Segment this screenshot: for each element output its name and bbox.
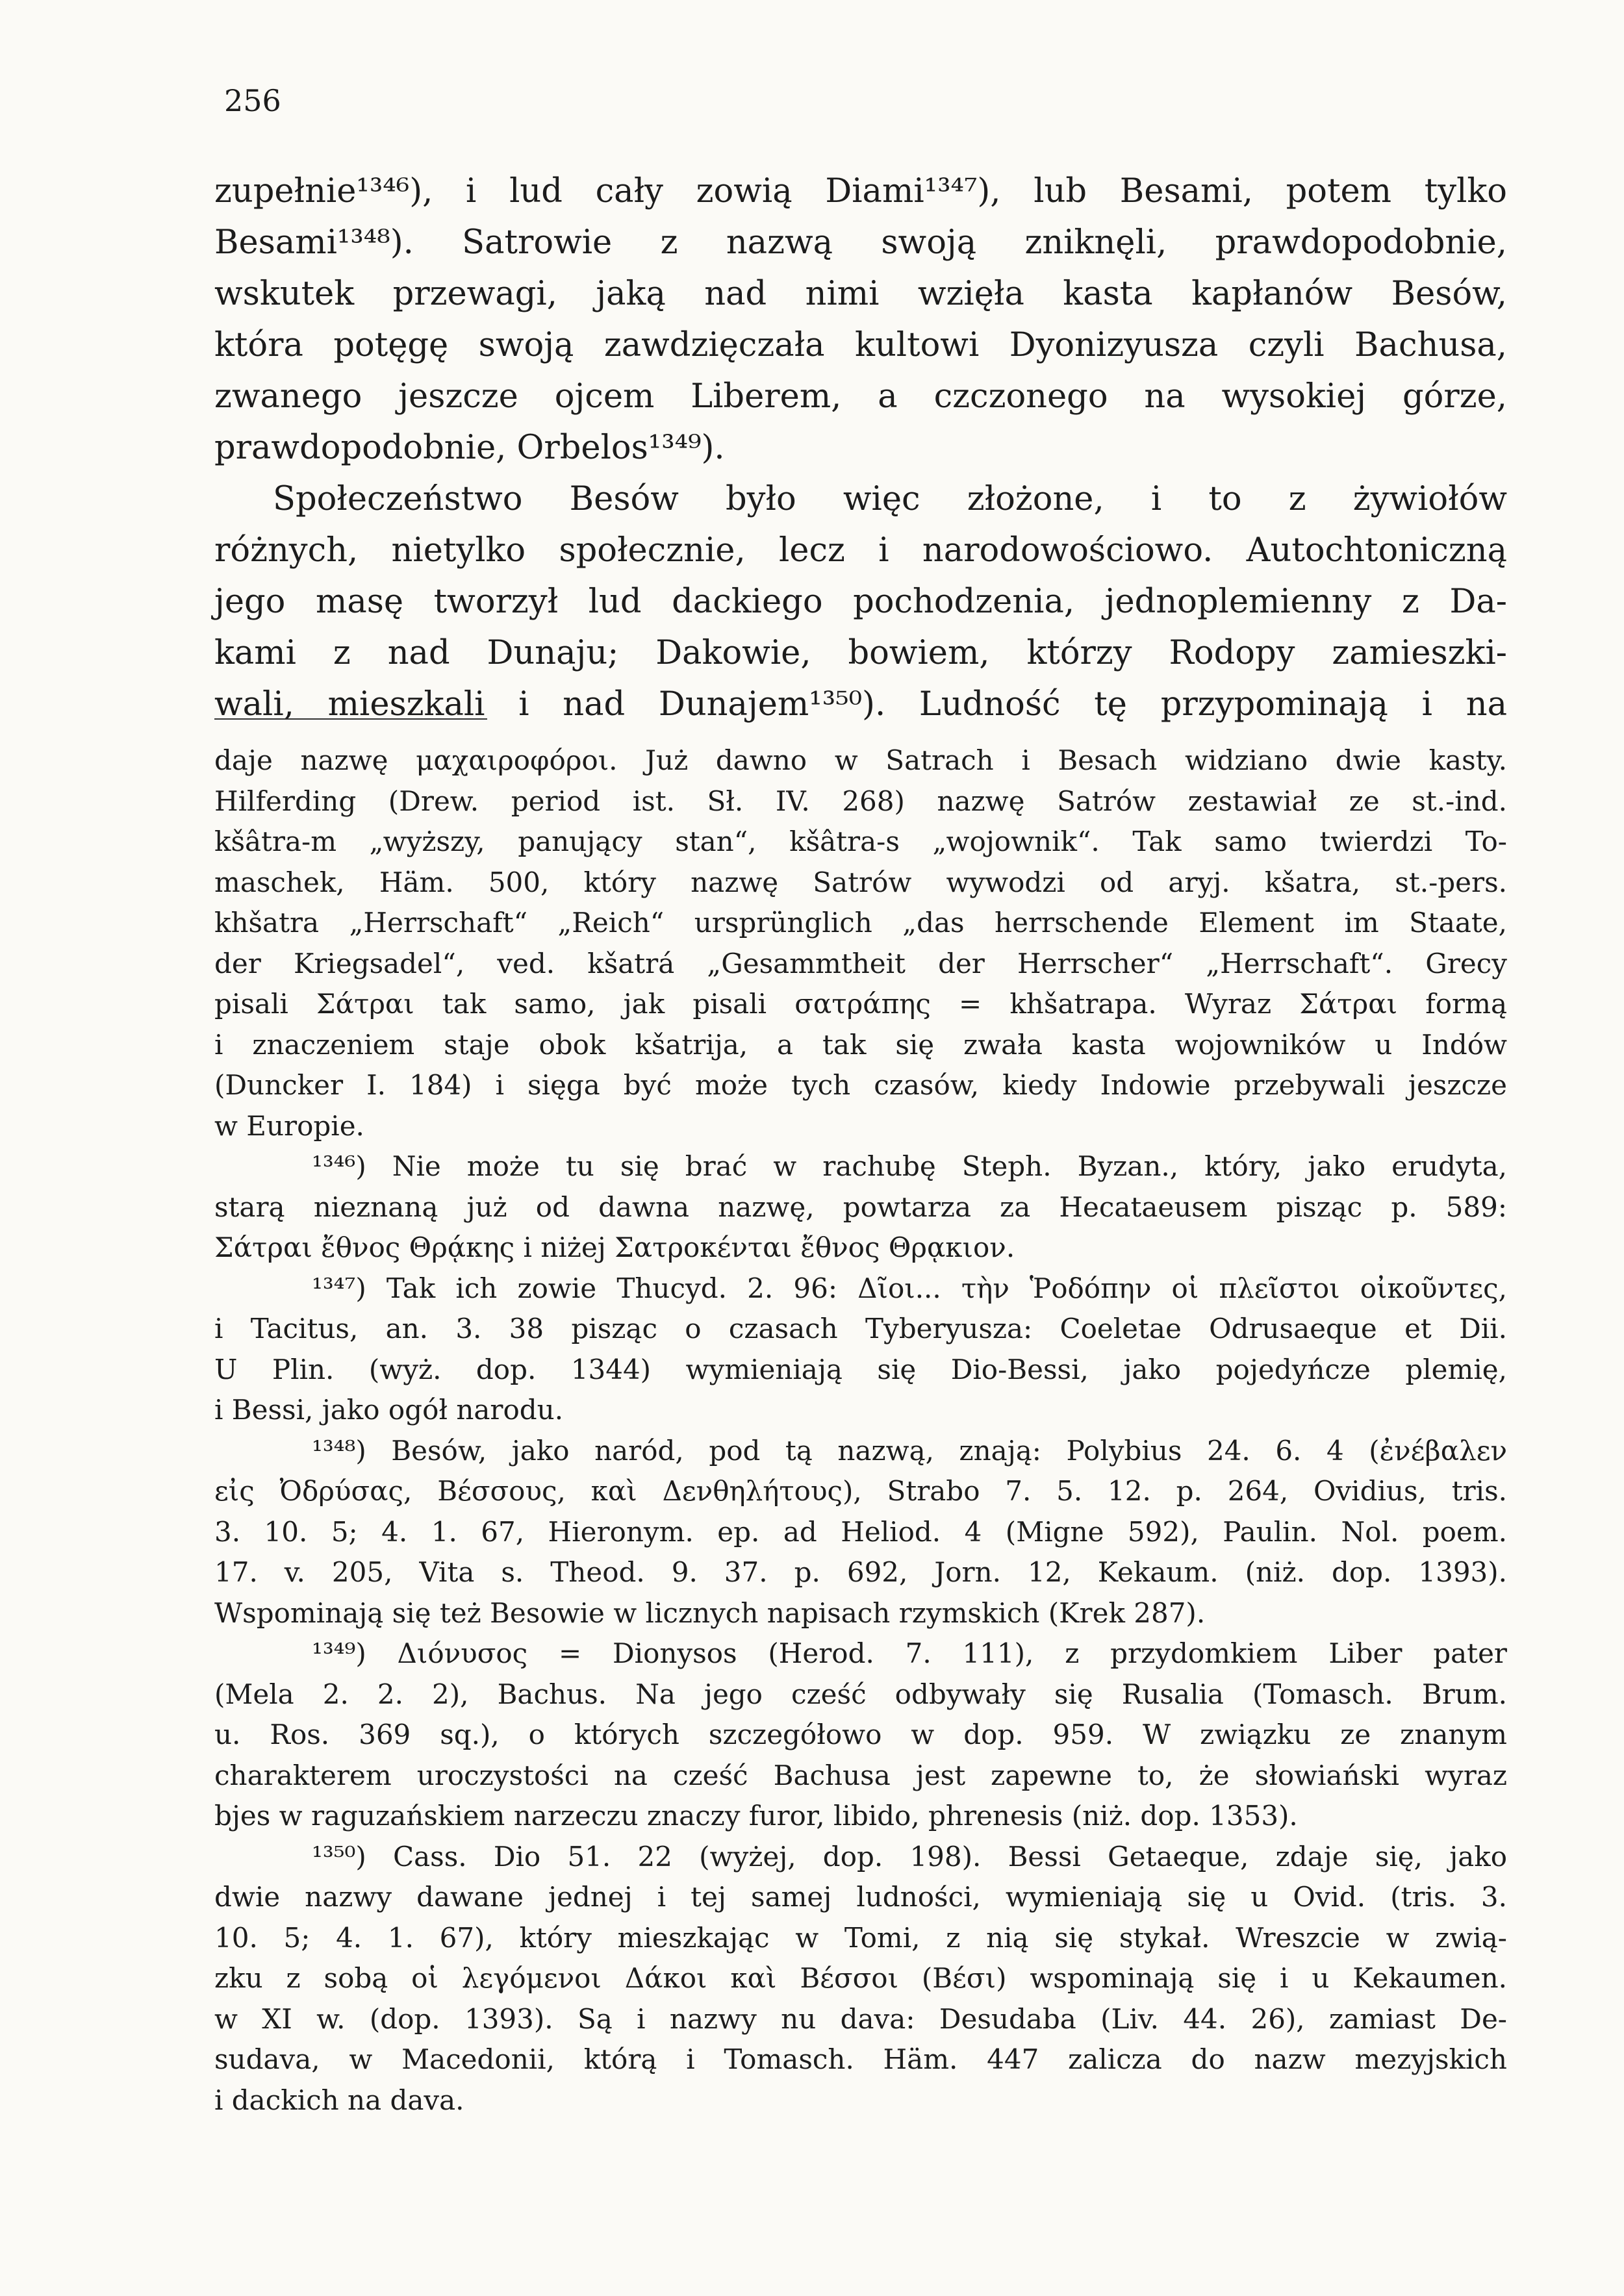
footnote-line: ¹³⁵⁰) Cass. Dio 51. 22 (wyżej, dop. 198). Bessi Getaeque, zdaje się, jako (312, 1840, 1507, 1873)
footnote-line: 10. 5; 4. 1. 67), który mieszkając w Tomi, z nią się stykał. Wreszcie w zwią- (214, 1921, 1507, 1954)
text-line: wali, mieszkali i nad Dunajem¹³⁵⁰). Ludność tę przypominają i na (214, 685, 1507, 724)
footnote-line: u. Ros. 369 sq.), o których szczegółowo w dop. 959. W związku ze znanym (214, 1719, 1507, 1750)
footnote-line: charakterem uroczystości na cześć Bachusa jest zapewne to, że słowiański wyraz (214, 1759, 1507, 1791)
footnote-line: starą nieznaną już od dawna nazwę, powtarza za Hecataeusem pisząc p. 589: (214, 1191, 1507, 1223)
footnote-line: Wspominają się też Besowie w licznych napisach rzymskich (Krek 287). (214, 1596, 1206, 1629)
text-line: Besami¹³⁴⁸). Satrowie z nazwą swoją zniknęli, prawdopodobnie, (214, 223, 1507, 262)
text-line: która potęgę swoją zawdzięczała kultowi Dyonizyusza czyli Bachusa, (214, 326, 1507, 364)
footnote-line: i dackich na dava. (214, 2084, 464, 2116)
footnote-line: ¹³⁴⁷) Tak ich zowie Thucyd. 2. 96: Δῖοι... τὴν Ῥοδόπην οἱ πλεῖστοι οἰκοῦντες, (312, 1272, 1507, 1304)
footnote-separator (214, 718, 487, 720)
footnote-line: ¹³⁴⁶) Nie może tu się brać w rachubę Steph. Byzan., który, jako erudyta, (312, 1150, 1507, 1182)
footnote-line: sudava, w Macedonii, którą i Tomasch. Häm. 447 zalicza do nazw mezyjskich (214, 2043, 1507, 2075)
text-line: Społeczeństwo Besów było więc złożone, i to z żywiołów (273, 480, 1507, 518)
footnote-line: bjes w raguzańskiem narzeczu znaczy furor, libido, phrenesis (niż. dop. 1353). (214, 1800, 1298, 1832)
footnote-line: w Europie. (214, 1109, 364, 1142)
footnote-line: (Duncker I. 184) i sięga być może tych czasów, kiedy Indowie przebywali jeszcze (214, 1069, 1507, 1101)
footnote-line: U Plin. (wyż. dop. 1344) wymieniają się Dio-Bessi, jako pojedyńcze plemię, (214, 1353, 1507, 1385)
footnote-line: 17. v. 205, Vita s. Theod. 9. 37. p. 692, Jorn. 12, Kekaum. (niż. dop. 1393). (214, 1556, 1507, 1588)
footnote-line: 3. 10. 5; 4. 1. 67, Hieronym. ep. ad Heliod. 4 (Migne 592), Paulin. Nol. poem. (214, 1515, 1507, 1548)
footnote-line: ¹³⁴⁹) Διόνυσος = Dionysos (Herod. 7. 111), z przydomkiem Liber pater (312, 1637, 1507, 1669)
text-line: różnych, nietylko społecznie, lecz i narodowościowo. Autochtoniczną (214, 531, 1507, 570)
footnote-line: der Kriegsadel“, ved. kšatrá „Gesammtheit der Herrscher“ „Herrschaft“. Grecy (214, 947, 1507, 979)
footnote-line: i znaczeniem staje obok kšatrija, a tak się zwała kasta wojowników u Indów (214, 1028, 1507, 1061)
footnotes (214, 740, 1507, 2121)
footnote-line: Hilferding (Drew. period ist. Sł. IV. 268) nazwę Satrów zestawiał ze st.-ind. (214, 785, 1507, 817)
footnote-line: ¹³⁴⁸) Besów, jako naród, pod tą nazwą, znają: Polybius 24. 6. 4 (ἐνέβαλεν (312, 1434, 1507, 1467)
footnote-line: i Tacitus, an. 3. 38 pisząc o czasach Tyberyusza: Coeletae Odrusaeque et Dii. (214, 1313, 1507, 1344)
footnote-line: daje nazwę μαχαιροφόροι. Już dawno w Satrach i Besach widziano dwie kasty. (214, 744, 1507, 776)
text-line: jego masę tworzył lud dackiego pochodzenia, jednoplemienny z Da- (214, 583, 1507, 621)
footnote-line: maschek, Häm. 500, który nazwę Satrów wywodzi od aryj. kšatra, st.-pers. (214, 866, 1507, 898)
text-line: zupełnie¹³⁴⁶), i lud cały zowią Diami¹³⁴⁷), lub Besami, potem tylko (214, 172, 1507, 210)
footnote-line: (Mela 2. 2. 2), Bachus. Na jego cześć odbywały się Rusalia (Tomasch. Brum. (214, 1678, 1507, 1710)
footnote-line: dwie nazwy dawane jednej i tej samej ludności, wymieniają się u Ovid. (tris. 3. (214, 1881, 1507, 1913)
footnote-line: pisali Σάτραι tak samo, jak pisali σατράπης = khšatrapa. Wyraz Σάτραι formą (214, 988, 1507, 1020)
footnote-line: kšâtra-m „wyższy, panujący stan“, kšâtra-s „wojownik“. Tak samo twierdzi To- (214, 826, 1507, 857)
text-line: wskutek przewagi, jaką nad nimi wzięła kasta kapłanów Besów, (214, 275, 1507, 313)
text-line: prawdopodobnie, Orbelos¹³⁴⁹). (214, 429, 725, 467)
page-number: 256 (224, 83, 281, 118)
footnote-line: εἰς Ὀδρύσας, Βέσσους, καὶ Δενθηλήτους), Strabo 7. 5. 12. p. 264, Ovidius, tris. (214, 1475, 1507, 1507)
footnote-line: zku z sobą οἱ λεγόμενοι Δάκοι καὶ Βέσσοι (Βέσι) wspominają się i u Kekaumen. (214, 1962, 1507, 1994)
footnote-line: i Bessi, jako ogół narodu. (214, 1394, 564, 1426)
footnote-line: khšatra „Herrschaft“ „Reich“ ursprünglich „das herrschende Element im Staate, (214, 907, 1507, 939)
main-text (214, 166, 1507, 730)
text-line: kami z nad Dunaju; Dakowie, bowiem, którzy Rodopy zamieszki- (214, 634, 1507, 672)
footnote-line: w XI w. (dop. 1393). Są i nazwy nu dava: Desudaba (Liv. 44. 26), zamiast De- (214, 2002, 1507, 2035)
text-line: zwanego jeszcze ojcem Liberem, a czczonego na wysokiej górze, (214, 377, 1507, 416)
footnote-line: Σάτραι ἔθνος Θρᾴκης i niżej Σατροκένται ἔθνος Θρᾳκιον. (214, 1231, 1015, 1263)
